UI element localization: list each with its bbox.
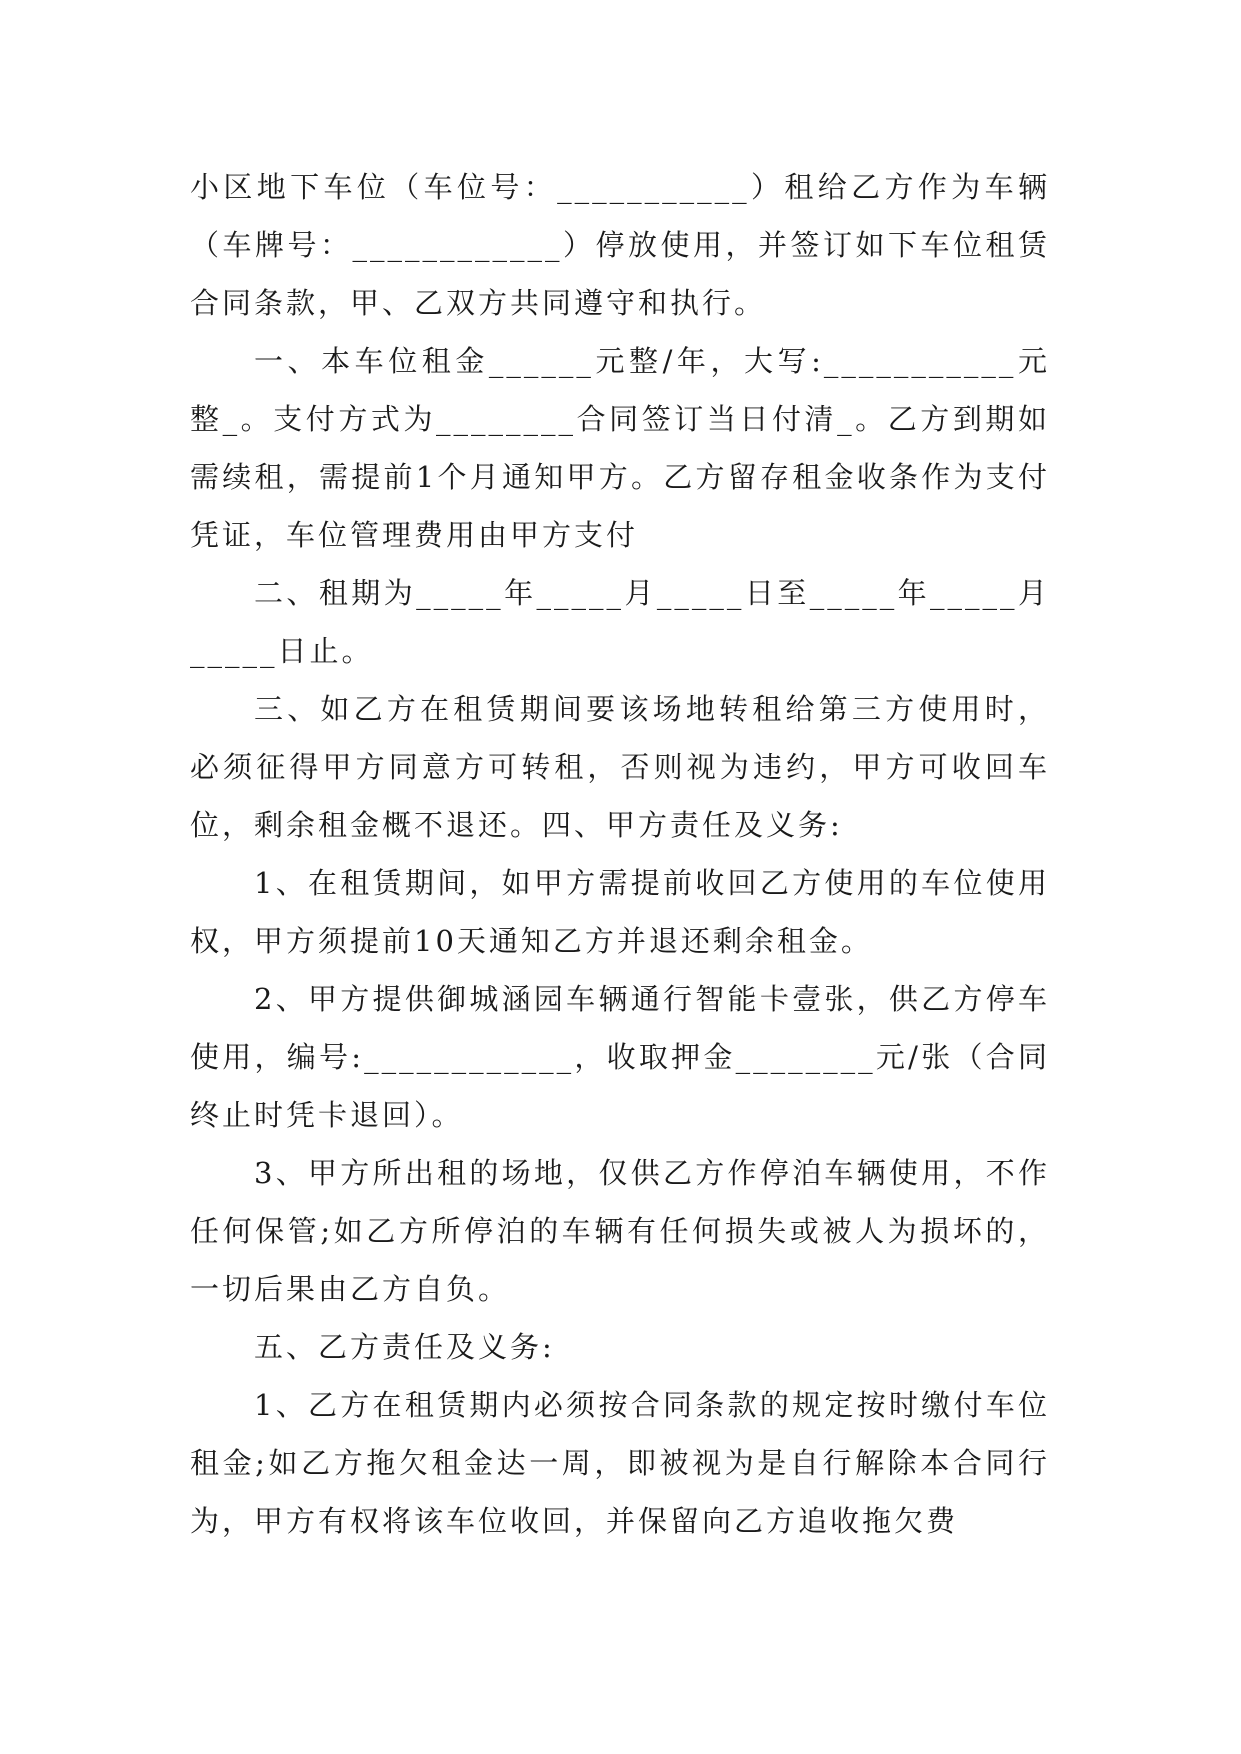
section-heading-party-b: 五、乙方责任及义务: [254, 1330, 555, 1364]
paragraph-party-b-duty-1: 1、乙方在租赁期内必须按合同条款的规定按时缴付车位租金;如乙方拖欠租金达一周，即被视为是自行解除本合同行为，甲方有权将该车位收回，并保留向乙方追收拖欠费 [190, 1388, 1050, 1538]
paragraph-sublet: 三、如乙方在租赁期间要该场地转租给第三方使用时，必须征得甲方同意方可转租，否则视为违约，甲方可收回车位，剩余租金概不退还。四、甲方责任及义务: [190, 692, 1050, 842]
paragraph-party-a-duty-1: 1、在租赁期间，如甲方需提前收回乙方使用的车位使用权，甲方须提前10天通知乙方并退还剩余租金。 [190, 866, 1050, 958]
paragraph-party-a-duty-2: 2、甲方提供御城涵园车辆通行智能卡壹张，供乙方停车使用，编号:____________，收取押金________元/张（合同终止时凭卡退回）。 [190, 982, 1050, 1132]
paragraph-party-a-duty-3: 3、甲方所出租的场地，仅供乙方作停泊车辆使用，不作任何保管;如乙方所停泊的车辆有任何损失或被人为损坏的，一切后果由乙方自负。 [190, 1156, 1050, 1306]
paragraph-term: 二、租期为_____年_____月_____日至_____年_____月_____日止。 [190, 576, 1050, 668]
document-page [190, 158, 1050, 1550]
paragraph-rent: 一、本车位租金______元整/年，大写:___________元整_。支付方式为________合同签订当日付清_。乙方到期如需续租，需提前1个月通知甲方。乙方留存租金收条作为支付凭证，车位管理费用由甲方支付 [190, 344, 1050, 552]
paragraph-intro: 小区地下车位（车位号：___________）租给乙方作为车辆（车牌号：____________）停放使用，并签订如下车位租赁合同条款，甲、乙双方共同遵守和执行。 [190, 170, 1050, 320]
